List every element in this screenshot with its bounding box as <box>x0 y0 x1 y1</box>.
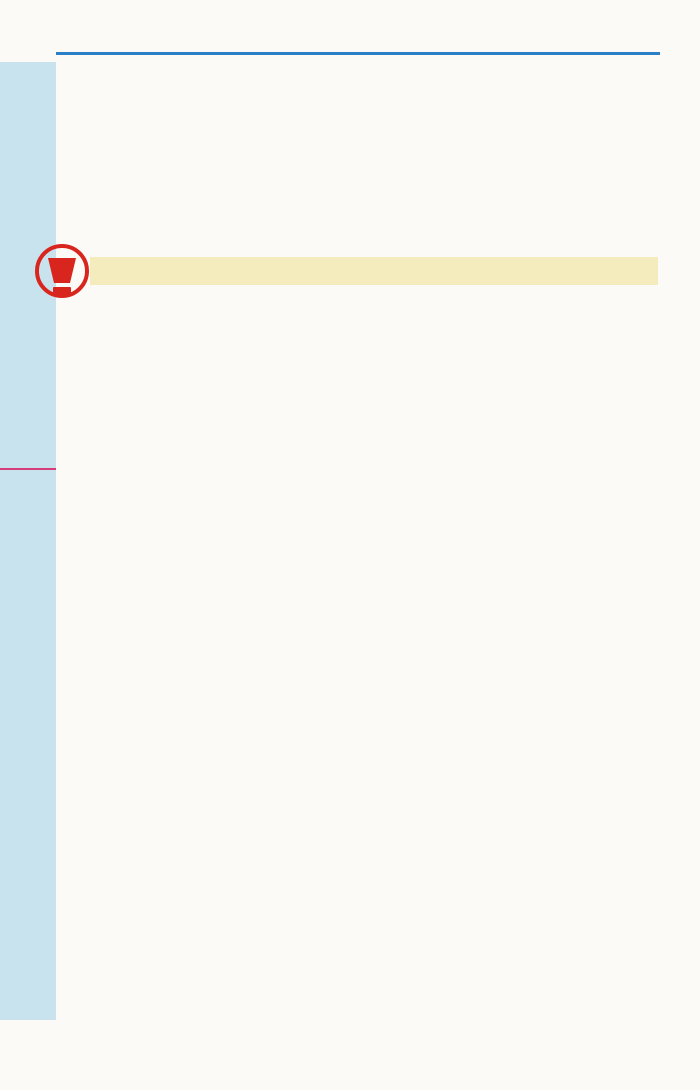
page-number-rule <box>0 468 56 470</box>
exclamation-icon <box>34 243 92 303</box>
key-fact-box <box>90 257 658 285</box>
header-rule <box>56 52 660 55</box>
page-margin-sidebar <box>0 62 56 1020</box>
